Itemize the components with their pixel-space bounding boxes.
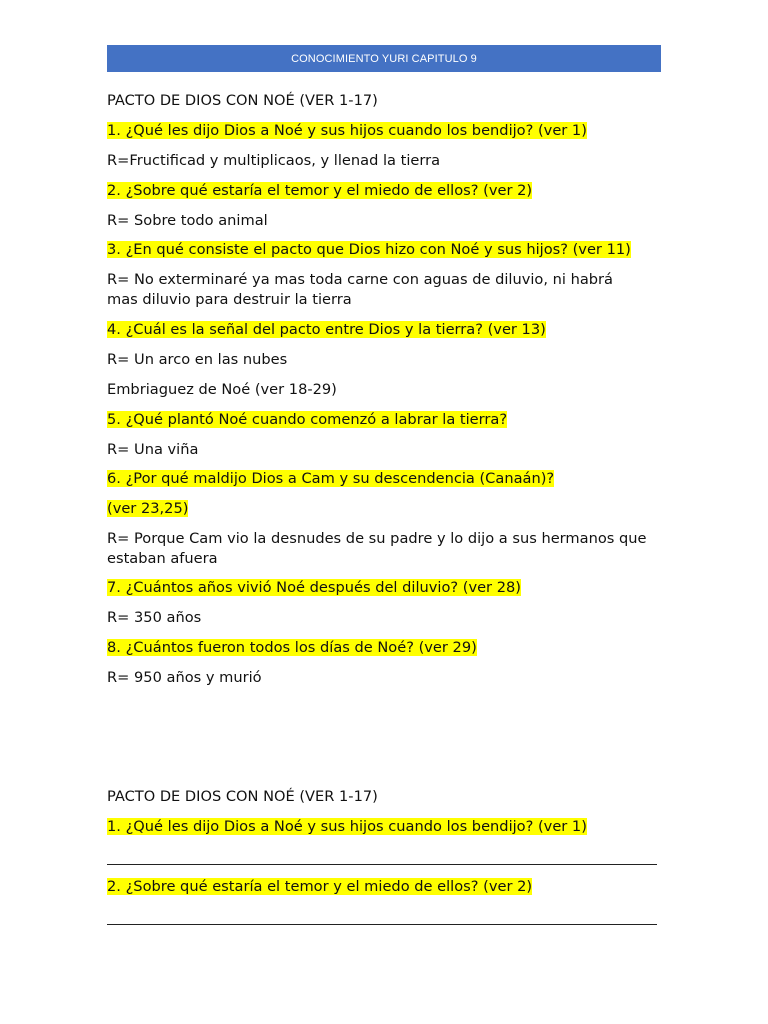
answer-4: R= Un arco en las nubes	[107, 351, 288, 368]
question-6-ref-text: (ver 23,25)	[107, 500, 189, 517]
question-5-text: 5. ¿Qué plantó Noé cuando comenzó a labrar la tierra?	[107, 411, 508, 428]
answer-blank-line-1	[107, 864, 657, 865]
question-7	[107, 578, 667, 598]
worksheet-heading: PACTO DE DIOS CON NOÉ (VER 1-17)	[107, 788, 378, 805]
question-6-text: 6. ¿Por qué maldijo Dios a Cam y su descendencia (Canaán)?	[107, 470, 555, 487]
answer-1: R=Fructificad y multiplicaos, y llenad la tierra	[107, 152, 441, 169]
question-4	[107, 320, 667, 340]
worksheet-question-2-text: 2. ¿Sobre qué estaría el temor y el miedo de ellos? (ver 2)	[107, 878, 533, 895]
answer-7: R= 350 años	[107, 609, 202, 626]
worksheet-question-2	[107, 877, 667, 897]
question-3-text: 3. ¿En qué consiste el pacto que Dios hizo con Noé y sus hijos? (ver 11)	[107, 241, 631, 258]
header-banner	[107, 45, 661, 72]
answer-6: R= Porque Cam vio la desnudes de su padre y lo dijo a sus hermanos que estaban afuera	[107, 530, 647, 567]
question-6-ref	[107, 499, 667, 519]
question-8-text: 8. ¿Cuántos fueron todos los días de Noé? (ver 29)	[107, 639, 477, 656]
section-heading: PACTO DE DIOS CON NOÉ (VER 1-17)	[107, 92, 378, 109]
answer-5: R= Una viña	[107, 441, 199, 458]
answer-2: R= Sobre todo animal	[107, 212, 268, 229]
question-6	[107, 469, 667, 489]
answer-blank-line-2	[107, 924, 657, 925]
section-heading-2: Embriaguez de Noé (ver 18-29)	[107, 381, 337, 398]
question-8	[107, 638, 667, 658]
question-5	[107, 410, 667, 430]
question-4-text: 4. ¿Cuál es la señal del pacto entre Dios y la tierra? (ver 13)	[107, 321, 546, 338]
question-1-text: 1. ¿Qué les dijo Dios a Noé y sus hijos cuando los bendijo? (ver 1)	[107, 122, 587, 139]
worksheet-question-1-text: 1. ¿Qué les dijo Dios a Noé y sus hijos cuando los bendijo? (ver 1)	[107, 818, 587, 835]
question-3	[107, 240, 667, 260]
question-7-text: 7. ¿Cuántos años vivió Noé después del diluvio? (ver 28)	[107, 579, 521, 596]
question-2-text: 2. ¿Sobre qué estaría el temor y el miedo de ellos? (ver 2)	[107, 182, 533, 199]
answer-3: R= No exterminaré ya mas toda carne con aguas de diluvio, ni habrá mas diluvio para destruir la tierra	[107, 271, 613, 308]
header-title: CONOCIMIENTO YURI CAPITULO 9	[291, 52, 477, 65]
question-2	[107, 181, 667, 201]
answer-8: R= 950 años y murió	[107, 669, 262, 686]
worksheet-question-1	[107, 817, 667, 837]
question-1	[107, 121, 667, 141]
